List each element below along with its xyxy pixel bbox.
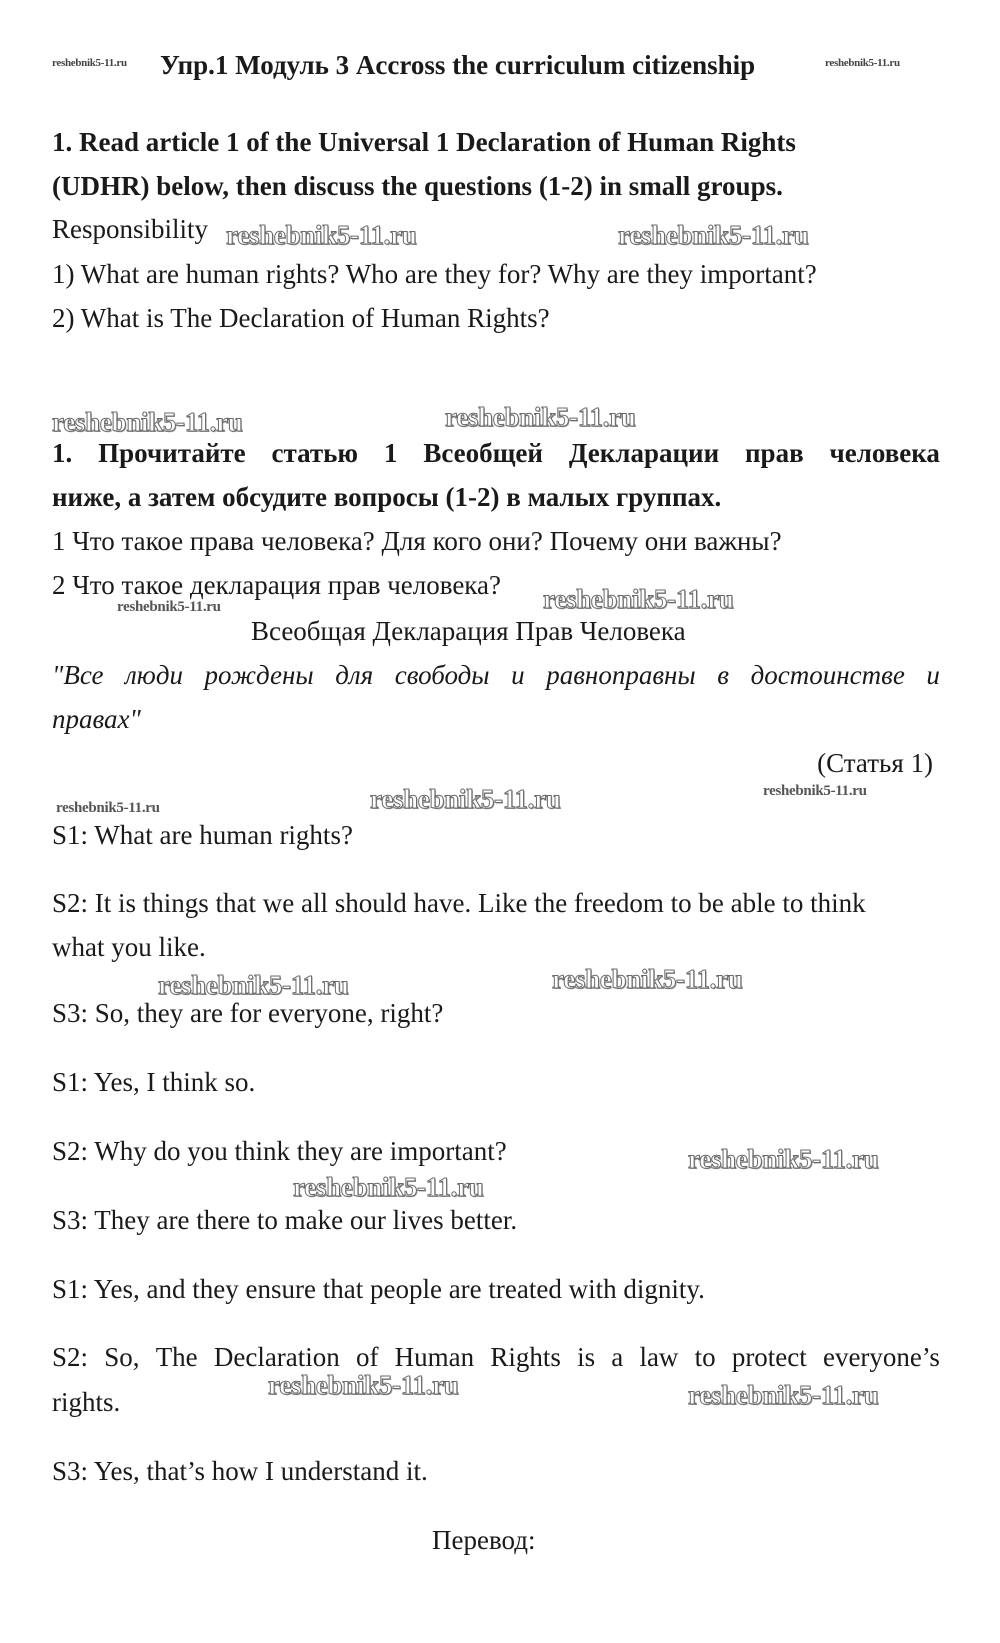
task-ru-line1 — [52, 440, 940, 467]
word: Declaration — [213, 1342, 340, 1372]
watermark: reshebnik5-11.ru — [158, 970, 349, 1000]
article-reference: (Статья 1) — [817, 748, 933, 778]
dialogue-line: S3: Yes, that’s how I understand it. — [52, 1456, 428, 1486]
watermark: reshebnik5-11.ru — [618, 220, 809, 250]
word: рождены — [204, 660, 314, 690]
word: для — [335, 660, 374, 690]
dialogue-line: S1: Yes, I think so. — [52, 1067, 256, 1097]
task-ru-line2: ниже, а затем обсудите вопросы (1-2) в малых группах. — [52, 482, 722, 512]
task-en-question-1: 1) What are human rights? Who are they for? Why are they important? — [52, 259, 817, 289]
watermark: reshebnik5-11.ru — [543, 584, 734, 614]
dialogue-line: S2: Why do you think they are important? — [52, 1136, 507, 1166]
task-en-question-2: 2) What is The Declaration of Human Rights? — [52, 303, 550, 333]
watermark: reshebnik5-11.ru — [370, 784, 561, 814]
watermark: reshebnik5-11.ru — [117, 599, 221, 615]
dialogue-line: S3: So, they are for everyone, right? — [52, 998, 444, 1028]
word: статью — [271, 438, 359, 468]
word: в — [717, 660, 730, 690]
word: Декларации — [568, 438, 720, 468]
quote-line2: правах" — [52, 704, 141, 734]
word: Rights — [490, 1342, 561, 1372]
word: protect — [731, 1342, 807, 1372]
word: и — [926, 660, 940, 690]
task-ru-question-2: 2 Что такое декларация прав человека? — [52, 570, 501, 600]
task-en-line1: 1. Read article 1 of the Universal 1 Declaration of Human Rights — [52, 127, 796, 157]
dialogue-line: what you like. — [52, 932, 206, 962]
watermark: reshebnik5-11.ru — [52, 407, 243, 437]
watermark: reshebnik5-11.ru — [293, 1172, 484, 1202]
watermark: reshebnik5-11.ru — [268, 1370, 459, 1400]
word: человека — [829, 438, 940, 468]
dialogue-line: S3: They are there to make our lives better. — [52, 1205, 518, 1235]
dialogue-line: S1: Yes, and they ensure that people are treated with dignity. — [52, 1274, 705, 1304]
quote-line1 — [52, 662, 940, 689]
watermark: reshebnik5-11.ru — [226, 220, 417, 250]
word: Human — [394, 1342, 475, 1372]
word: Прочитайте — [98, 438, 246, 468]
word: люди — [125, 660, 183, 690]
word: 1. — [52, 438, 73, 468]
task-ru-question-1: 1 Что такое права человека? Для кого они? Почему они важны? — [52, 526, 782, 556]
task-en-line2: (UDHR) below, then discuss the questions (1-2) in small groups. — [52, 171, 783, 201]
word: to — [694, 1342, 716, 1372]
dialogue-line: rights. — [52, 1387, 121, 1417]
translation-label: Перевод: — [432, 1525, 536, 1555]
word: "Все — [52, 660, 104, 690]
word: 1 — [383, 438, 398, 468]
watermark: reshebnik5-11.ru — [763, 783, 867, 799]
word: a — [611, 1342, 624, 1372]
word: равноправны — [546, 660, 696, 690]
watermark: reshebnik5-11.ru — [52, 57, 127, 69]
watermark: reshebnik5-11.ru — [688, 1144, 879, 1174]
word: So, — [104, 1342, 140, 1372]
word: everyone’s — [822, 1342, 940, 1372]
word: и — [511, 660, 525, 690]
watermark: reshebnik5-11.ru — [56, 800, 160, 816]
dialogue-line: S2: It is things that we all should have. Like the freedom to be able to think — [52, 888, 866, 918]
word: law — [639, 1342, 679, 1372]
word: S2: — [52, 1342, 89, 1372]
watermark: reshebnik5-11.ru — [445, 402, 636, 432]
word: is — [577, 1342, 596, 1372]
watermark: reshebnik5-11.ru — [688, 1380, 879, 1410]
word: The — [155, 1342, 198, 1372]
watermark: reshebnik5-11.ru — [825, 57, 900, 69]
dialogue-line — [52, 1344, 940, 1371]
watermark: reshebnik5-11.ru — [552, 964, 743, 994]
dialogue-line: S1: What are human rights? — [52, 820, 353, 850]
page-title: Упр.1 Модуль 3 Accross the curriculum citizenship — [160, 50, 756, 80]
word: прав — [745, 438, 804, 468]
word: достоинстве — [750, 660, 905, 690]
task-en-label: Responsibility — [52, 214, 209, 244]
declaration-heading: Всеобщая Декларация Прав Человека — [251, 616, 686, 646]
word: свободы — [394, 660, 490, 690]
word: of — [355, 1342, 379, 1372]
word: Всеобщей — [423, 438, 543, 468]
